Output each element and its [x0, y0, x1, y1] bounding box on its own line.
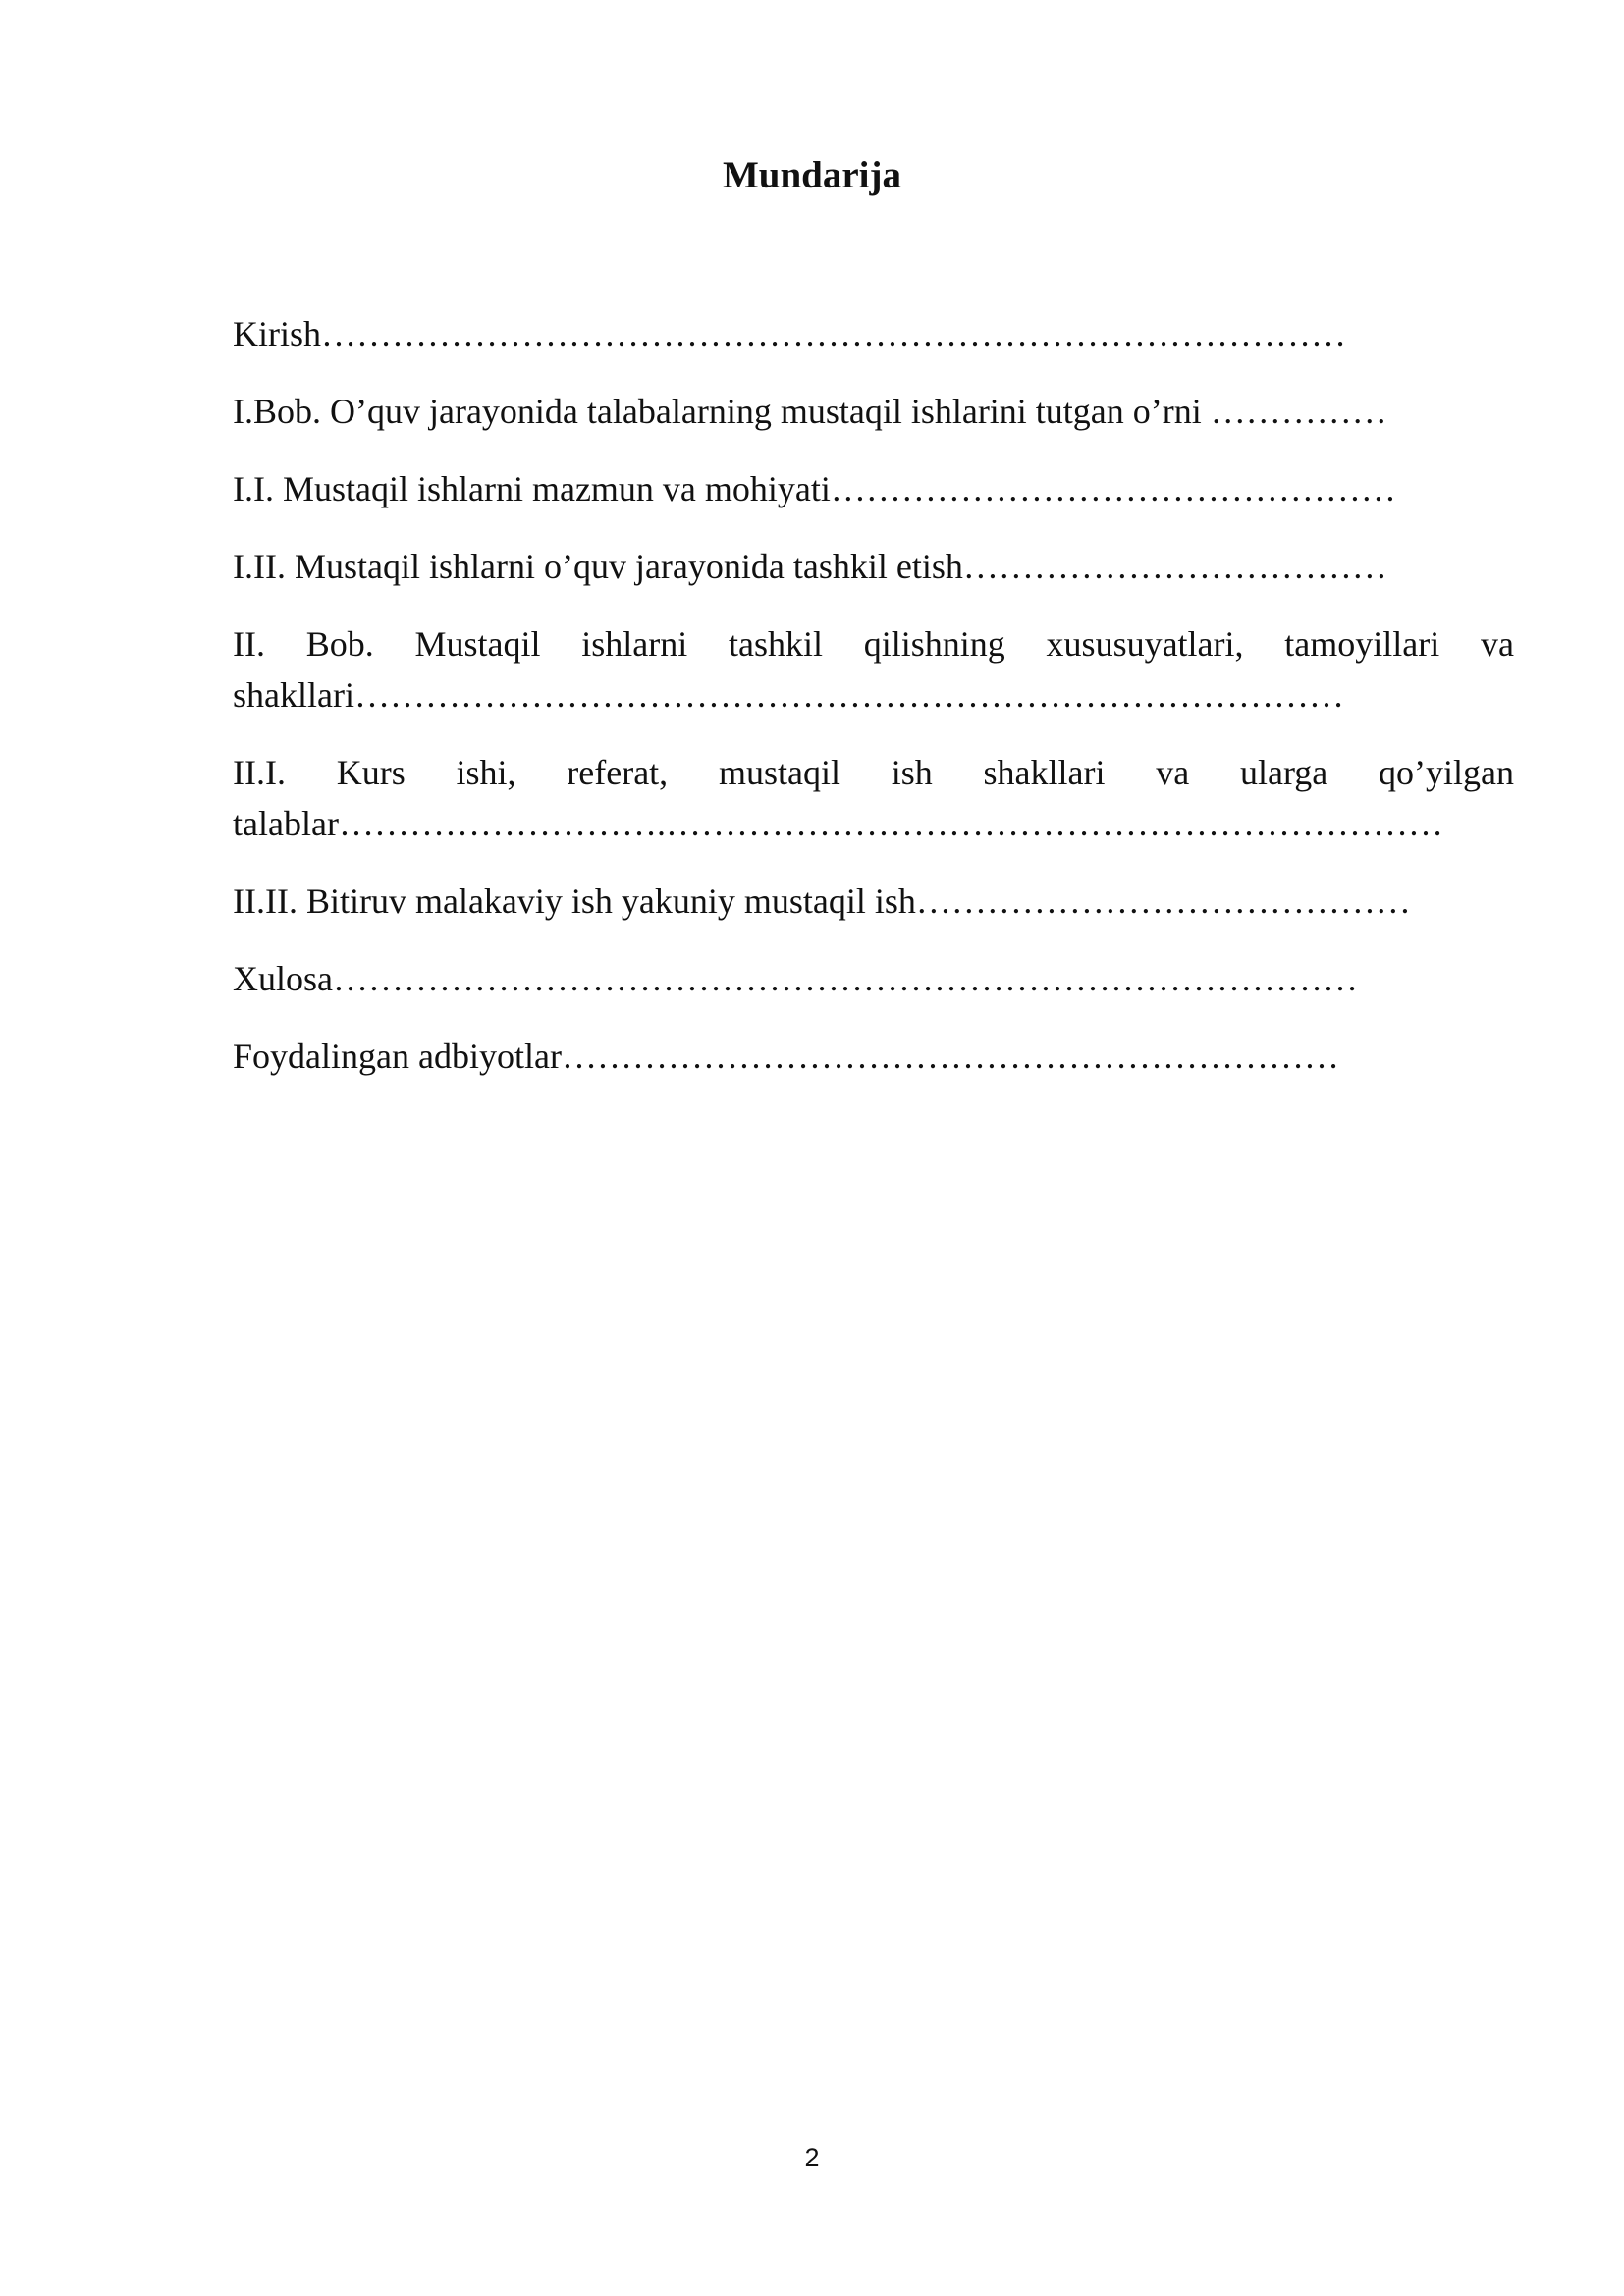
toc-entry-text: I.I. Mustaqil ishlarni mazmun va mohiyati	[233, 469, 831, 508]
toc-entry-xulosa[interactable]	[233, 953, 1514, 1004]
toc-dot-leader: ……………………….…………………………………………………………	[338, 804, 1443, 843]
toc-entry-text: II.I. Kurs ishi, referat, mustaqil ish shakllari va ularga qo’yilgan talablar	[233, 753, 1514, 843]
toc-dot-leader: ……………………………………	[915, 881, 1411, 921]
document-title: Mundarija	[722, 154, 901, 196]
toc-entry-section-2-1[interactable]	[233, 747, 1514, 849]
toc-dot-leader: …………………………………………………………………………	[353, 675, 1344, 715]
toc-entry-section-2-2[interactable]	[233, 876, 1514, 927]
toc-entry-text: II.II. Bitiruv malakaviy ish yakuniy mustaqil ish	[233, 881, 916, 921]
table-of-contents	[233, 308, 1514, 1108]
toc-entry-text: Kirish	[233, 314, 321, 353]
toc-entry-text: I.II. Mustaqil ishlarni o’quv jarayonida tashkil etish	[233, 547, 963, 586]
toc-entry-text: Foydalingan adbiyotlar	[233, 1037, 562, 1076]
toc-dot-leader: ……………	[1210, 392, 1387, 431]
toc-entry-kirish[interactable]	[233, 308, 1514, 359]
toc-entry-text: II. Bob. Mustaqil ishlarni tashkil qilishning xususuyatlari, tamoyillari va shakllari	[233, 624, 1514, 715]
toc-dot-leader: …………………………………………………………	[561, 1037, 1339, 1076]
toc-entry-text: I.Bob. O’quv jarayonida talabalarning mustaqil ishlarini tutgan o’rni	[233, 392, 1211, 431]
toc-entry-references[interactable]	[233, 1031, 1514, 1082]
toc-dot-leader: ………………………………	[962, 547, 1387, 586]
toc-entry-chapter-2[interactable]	[233, 618, 1514, 721]
toc-entry-section-1-1[interactable]	[233, 463, 1514, 514]
toc-dot-leader: ……………………………………………………………………………	[333, 959, 1358, 998]
toc-entry-section-1-2[interactable]	[233, 541, 1514, 592]
toc-entry-text: Xulosa	[233, 959, 333, 998]
toc-entry-chapter-1[interactable]	[233, 386, 1514, 437]
toc-dot-leader: ……………………………………………………………………………	[321, 314, 1346, 353]
toc-dot-leader: …………………………………………	[830, 469, 1396, 508]
page-number: 2	[804, 2143, 820, 2172]
